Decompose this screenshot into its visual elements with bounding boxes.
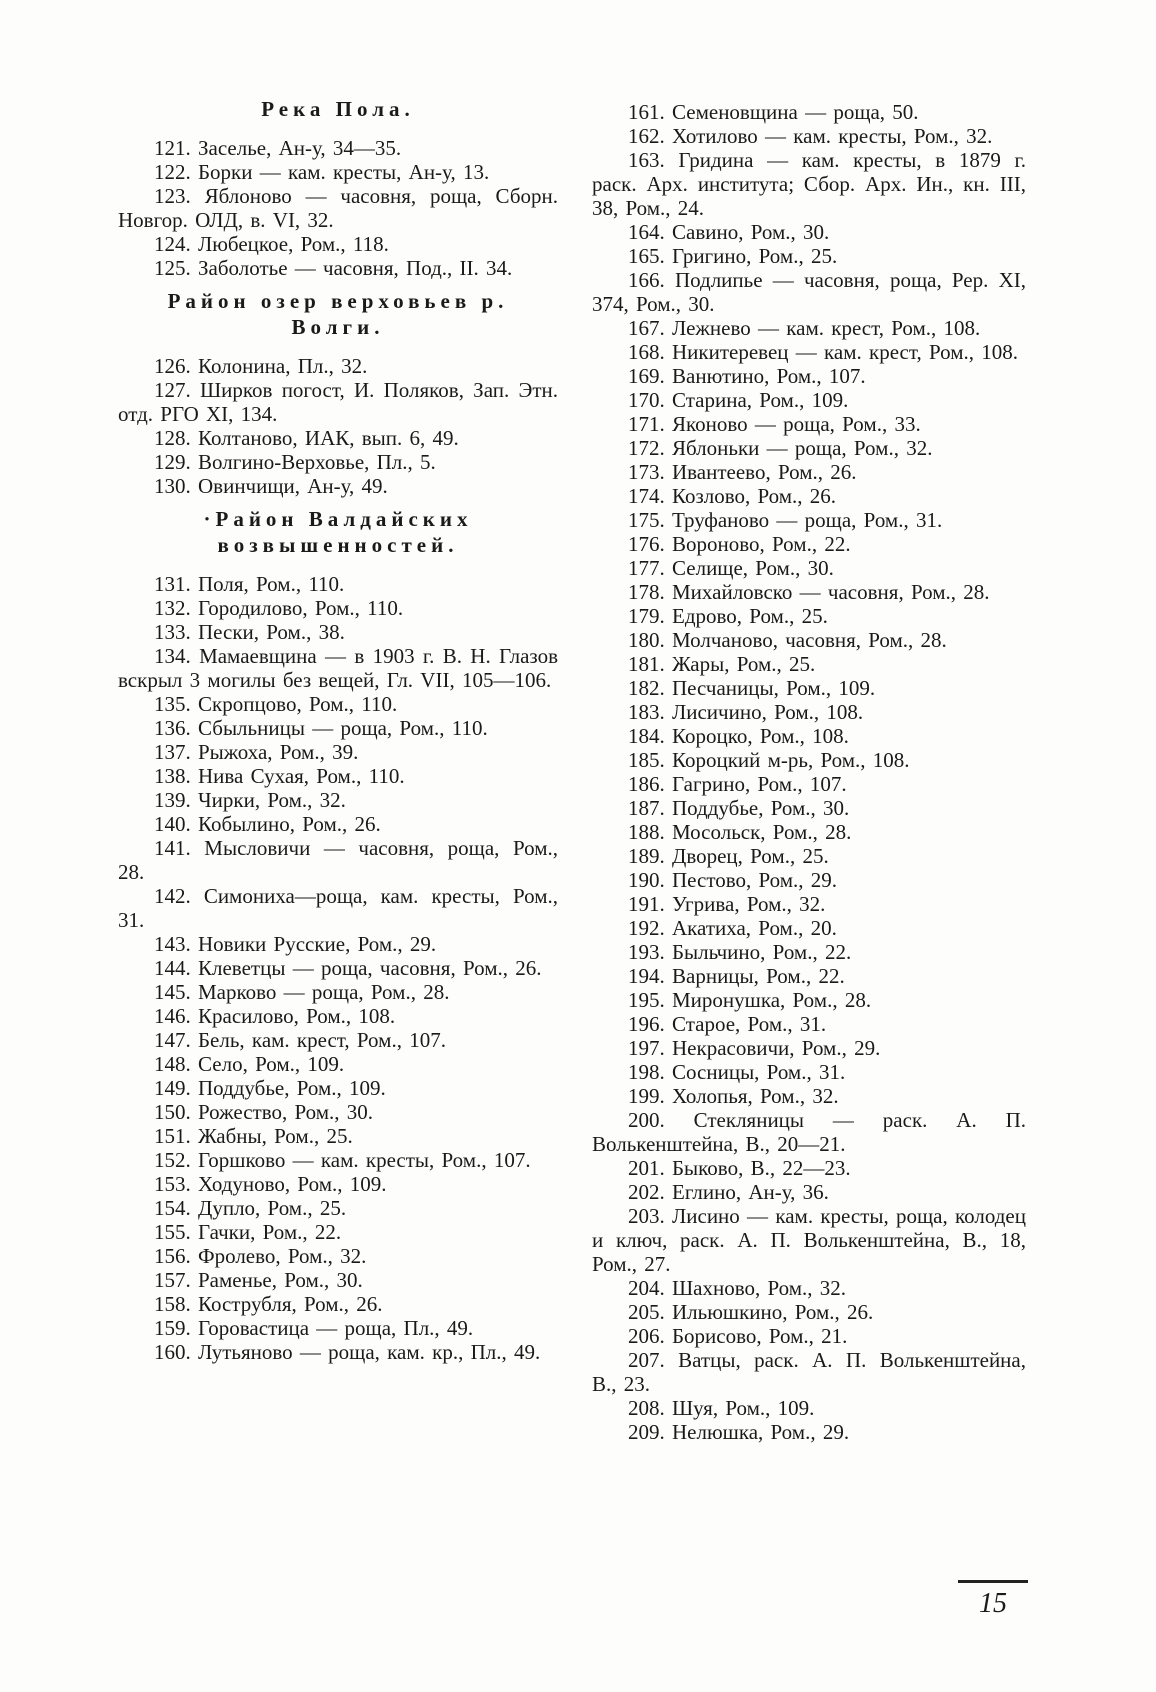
list-item: 207. Ватцы, раск. А. П. Волькенштейна, В., 23. — [592, 1348, 1026, 1396]
list-item: 198. Сосницы, Ром., 31. — [628, 1060, 846, 1084]
list-item: 137. Рыжоха, Ром., 39. — [154, 740, 359, 764]
list-item: 153. Ходуново, Ром., 109. — [154, 1172, 387, 1196]
list-item: 157. Раменье, Ром., 30. — [154, 1268, 363, 1292]
list-item: 170. Старина, Ром., 109. — [628, 388, 849, 412]
list-item: 129. Волгино-Верховье, Пл., 5. — [154, 450, 436, 474]
list-item: 158. Кострубля, Ром., 26. — [154, 1292, 383, 1316]
list-item: 176. Вороново, Ром., 22. — [628, 532, 851, 556]
section-heading: ·Район Валдайских возвышенностей. — [203, 507, 473, 557]
list-item: 174. Козлово, Ром., 26. — [628, 484, 837, 508]
left-column — [118, 96, 558, 1364]
list-item: 147. Бель, кам. крест, Ром., 107. — [154, 1028, 446, 1052]
list-item: 150. Рожество, Ром., 30. — [154, 1100, 374, 1124]
list-item: 188. Мосольск, Ром., 28. — [628, 820, 852, 844]
list-item: 132. Городилово, Ром., 110. — [154, 596, 404, 620]
list-item: 184. Короцко, Ром., 108. — [628, 724, 849, 748]
list-item: 193. Быльчино, Ром., 22. — [628, 940, 852, 964]
right-column — [592, 100, 1026, 1444]
list-item: 148. Село, Ром., 109. — [154, 1052, 345, 1076]
list-item: 171. Яконово — роща, Ром., 33. — [628, 412, 921, 436]
list-item: 208. Шуя, Ром., 109. — [628, 1396, 815, 1420]
list-item: 199. Холопья, Ром., 32. — [628, 1084, 839, 1108]
list-item: 130. Овинчищи, Ан-у, 49. — [154, 474, 388, 498]
list-item: 154. Дупло, Ром., 25. — [154, 1196, 347, 1220]
list-item: 166. Подлипье — часовня, роща, Рер. XI, 374, Ром., 30. — [592, 268, 1026, 316]
list-item: 205. Ильюшкино, Ром., 26. — [628, 1300, 874, 1324]
list-item: 201. Быково, В., 22—23. — [628, 1156, 851, 1180]
list-item: 181. Жары, Ром., 25. — [628, 652, 816, 676]
list-item: 172. Яблоньки — роща, Ром., 32. — [628, 436, 933, 460]
section-heading: Река Пола. — [261, 97, 415, 121]
list-item: 191. Угрива, Ром., 32. — [628, 892, 826, 916]
list-item: 146. Красилово, Ром., 108. — [154, 1004, 396, 1028]
list-item: 144. Клеветцы — роща, часовня, Ром., 26. — [154, 956, 542, 980]
list-item: 173. Ивантеево, Ром., 26. — [628, 460, 857, 484]
list-item: 178. Михайловско — часовня, Ром., 28. — [628, 580, 990, 604]
list-item: 149. Поддубье, Ром., 109. — [154, 1076, 386, 1100]
list-item: 134. Мамаевщина — в 1903 г. В. Н. Глазов вскрыл 3 могилы без вещей, Гл. VII, 105—106. — [118, 644, 558, 692]
list-item: 156. Фролево, Ром., 32. — [154, 1244, 367, 1268]
list-item: 128. Колтаново, ИАК, вып. 6, 49. — [154, 426, 459, 450]
list-item: 141. Мысловичи — часовня, роща, Ром., 28. — [118, 836, 558, 884]
list-item: 155. Гачки, Ром., 22. — [154, 1220, 342, 1244]
list-item: 127. Ширков погост, И. Поляков, Зап. Этн. отд. РГО XI, 134. — [118, 378, 558, 426]
list-item: 163. Гридина — кам. кресты, в 1879 г. раск. Арх. института; Сбор. Арх. Ин., кн. III, 38, Ром., 24. — [592, 148, 1026, 220]
list-item: 180. Молчаново, часовня, Ром., 28. — [628, 628, 947, 652]
list-item: 203. Лисино — кам. кресты, роща, колодец и ключ, раск. А. П. Волькенштейна, В., 18, Ром., 27. — [592, 1204, 1026, 1276]
list-item: 206. Борисово, Ром., 21. — [628, 1324, 848, 1348]
list-item: 165. Григино, Ром., 25. — [628, 244, 838, 268]
list-item: 133. Пески, Ром., 38. — [154, 620, 345, 644]
list-item: 192. Акатиха, Ром., 20. — [628, 916, 837, 940]
list-item: 183. Лисичино, Ром., 108. — [628, 700, 864, 724]
list-item: 200. Стекляницы — раск. А. П. Волькенштейна, В., 20—21. — [592, 1108, 1026, 1156]
list-item: 161. Семеновщина — роща, 50. — [628, 100, 919, 124]
list-item: 145. Марково — роща, Ром., 28. — [154, 980, 450, 1004]
list-item: 136. Сбыльницы — роща, Ром., 110. — [154, 716, 488, 740]
list-item: 185. Короцкий м-рь, Ром., 108. — [628, 748, 910, 772]
list-item: 202. Еглино, Ан-у, 36. — [628, 1180, 829, 1204]
list-item: 175. Труфаново — роща, Ром., 31. — [628, 508, 943, 532]
list-item: 139. Чирки, Ром., 32. — [154, 788, 346, 812]
list-item: 167. Лежнево — кам. крест, Ром., 108. — [628, 316, 981, 340]
list-item: 164. Савино, Ром., 30. — [628, 220, 830, 244]
list-item: 123. Яблоново — часовня, роща, Сборн. Новгор. ОЛД, в. VI, 32. — [118, 184, 558, 232]
list-item: 121. Заселье, Ан-у, 34—35. — [154, 136, 402, 160]
list-item: 209. Нелюшка, Ром., 29. — [628, 1420, 850, 1444]
list-item: 196. Старое, Ром., 31. — [628, 1012, 827, 1036]
list-item: 186. Гагрино, Ром., 107. — [628, 772, 847, 796]
list-item: 162. Хотилово — кам. кресты, Ром., 32. — [628, 124, 993, 148]
list-item: 126. Колонина, Пл., 32. — [154, 354, 368, 378]
list-item: 122. Борки — кам. кресты, Ан-у, 13. — [154, 160, 490, 184]
list-item: 138. Нива Сухая, Ром., 110. — [154, 764, 405, 788]
list-item: 177. Селище, Ром., 30. — [628, 556, 834, 580]
list-item: 142. Симониха—роща, кам. кресты, Ром., 31. — [118, 884, 558, 932]
list-item: 151. Жабны, Ром., 25. — [154, 1124, 353, 1148]
list-item: 140. Кобылино, Ром., 26. — [154, 812, 381, 836]
list-item: 125. Заболотье — часовня, Под., II. 34. — [154, 256, 513, 280]
list-item: 182. Песчаницы, Ром., 109. — [628, 676, 876, 700]
list-item: 187. Поддубье, Ром., 30. — [628, 796, 850, 820]
list-item: 179. Едрово, Ром., 25. — [628, 604, 828, 628]
list-item: 189. Дворец, Ром., 25. — [628, 844, 829, 868]
list-item: 160. Лутьяново — роща, кам. кр., Пл., 49. — [154, 1340, 541, 1364]
section-heading: Район озер верховьев р. Волги. — [167, 289, 509, 339]
list-item: 197. Некрасовичи, Ром., 29. — [628, 1036, 881, 1060]
list-item: 190. Пестово, Ром., 29. — [628, 868, 838, 892]
list-item: 143. Новики Русские, Ром., 29. — [154, 932, 437, 956]
list-item: 168. Никитеревец — кам. крест, Ром., 108. — [628, 340, 1019, 364]
list-item: 152. Горшково — кам. кресты, Ром., 107. — [154, 1148, 531, 1172]
list-item: 169. Ванютино, Ром., 107. — [628, 364, 866, 388]
list-item: 135. Скропцово, Ром., 110. — [154, 692, 398, 716]
page-number: 15 — [979, 1588, 1007, 1619]
list-item: 124. Любецкое, Ром., 118. — [154, 232, 389, 256]
list-item: 195. Миронушка, Ром., 28. — [628, 988, 872, 1012]
list-item: 131. Поля, Ром., 110. — [154, 572, 345, 596]
list-item: 204. Шахново, Ром., 32. — [628, 1276, 847, 1300]
list-item: 194. Варницы, Ром., 22. — [628, 964, 845, 988]
footer-rule — [958, 1580, 1028, 1583]
list-item: 159. Горовастица — роща, Пл., 49. — [154, 1316, 474, 1340]
